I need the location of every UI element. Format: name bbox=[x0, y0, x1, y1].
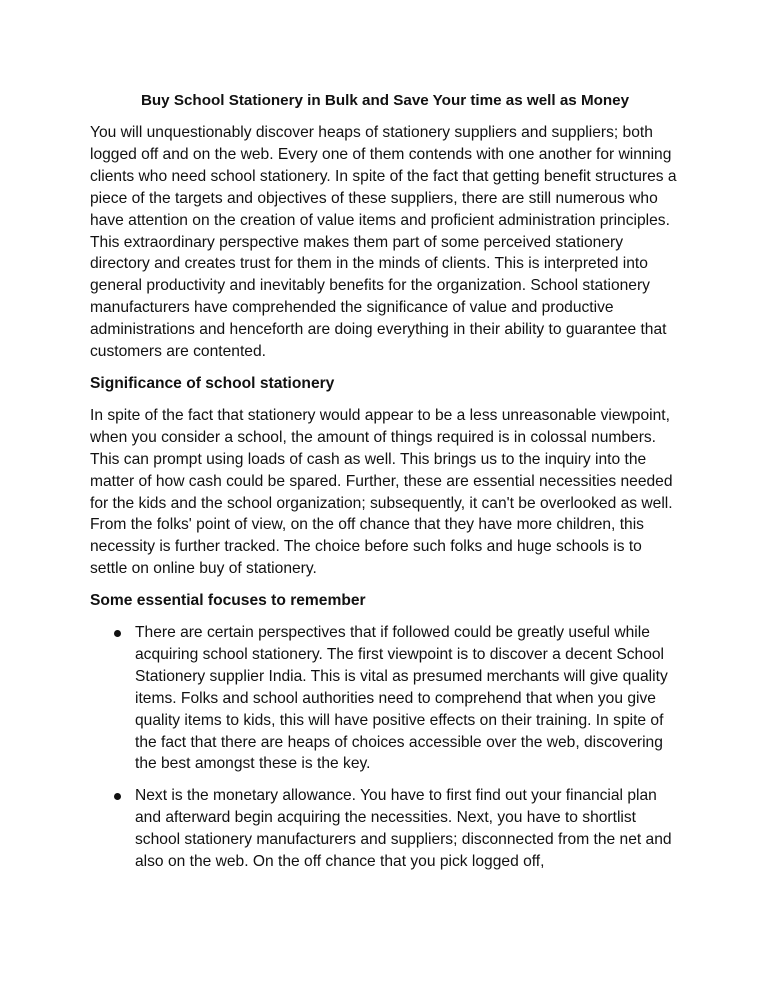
list-item bbox=[90, 622, 680, 775]
significance-paragraph: In spite of the fact that stationery would appear to be a less unreasonable viewpoint, when you consider a school, the amount of things required is in colossal numbers. This can prompt using loads of cash as well. This brings us to the inquiry into the matter of how cash could be spared. Further, these are essential necessities needed for the kids and the school organization; subsequently, it can't be overlooked as well. From the folks' point of view, on the off chance that they have more children, this necessity is further tracked. The choice before such folks and huge schools is to settle on online buy of stationery. bbox=[90, 406, 673, 578]
intro-paragraph: You will unquestionably discover heaps of stationery suppliers and suppliers; both logged off and on the web. Every one of them contends with one another for winning clients who need school stationery. In spite of the fact that getting benefit structures a piece of the targets and objectives of these suppliers, there are still numerous who have attention on the creation of value items and proficient administration principles. This extraordinary perspective makes them part of some perceived stationery directory and creates trust for them in the minds of clients. This is interpreted into general productivity and inevitably benefits for the organization. School stationery manufacturers have comprehended the significance of value and productive administrations and henceforth are doing everything in their ability to guarantee that customers are contented. bbox=[90, 124, 677, 361]
bullet-list bbox=[90, 622, 680, 873]
section-heading-essential-focuses: Some essential focuses to remember bbox=[90, 592, 366, 610]
bullet-text: There are certain perspectives that if followed could be greatly useful while acquiring school stationery. The first viewpoint is to discover a decent School Stationery supplier India. This is vital as presumed merchants will give quality items. Folks and school authorities need to comprehend that when you give quality items to kids, this will have positive effects on their training. In spite of the fact that there are heaps of choices accessible over the web, discovering the best amongst these is the key. bbox=[135, 624, 668, 773]
bullet-text: Next is the monetary allowance. You have to first find out your financial plan and afterward begin acquiring the necessities. Next, you have to shortlist school stationery manufacturers and suppliers; disconnected from the net and also on the web. On the off chance that you pick logged off, bbox=[135, 787, 672, 871]
document-title: Buy School Stationery in Bulk and Save Your time as well as Money bbox=[140, 92, 630, 109]
bullet-icon bbox=[114, 793, 121, 800]
bullet-icon bbox=[114, 630, 121, 637]
list-item bbox=[90, 785, 680, 873]
document-page bbox=[90, 90, 680, 883]
section-heading-significance: Significance of school stationery bbox=[90, 374, 335, 392]
